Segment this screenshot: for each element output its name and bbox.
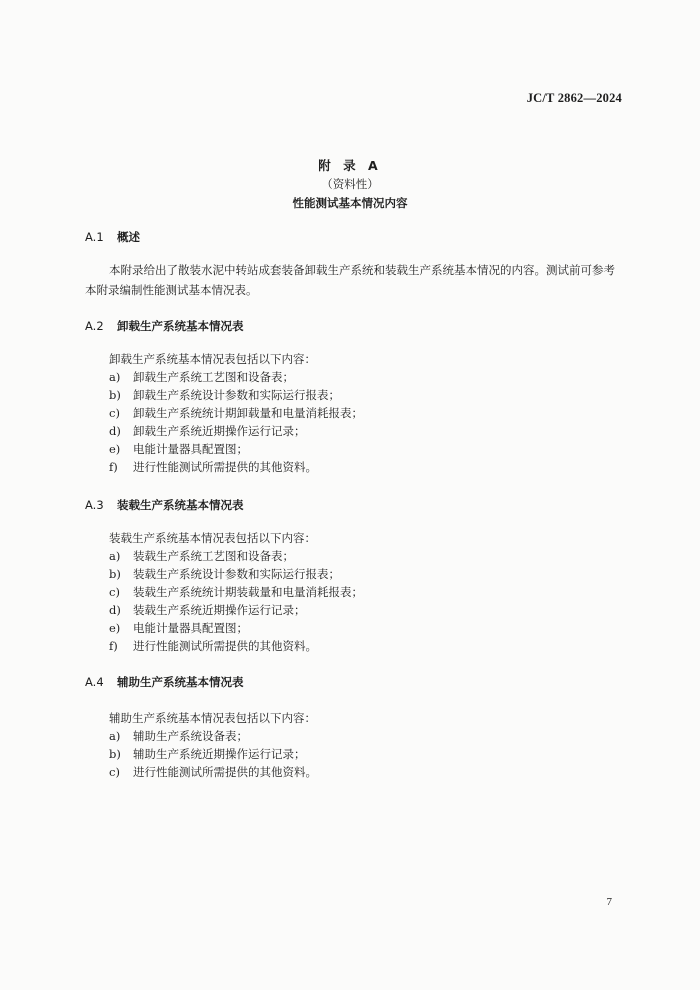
list-text: 装载生产系统设计参数和实际运行报表；: [133, 567, 340, 581]
list-marker: e): [109, 621, 121, 635]
section-number: A.1: [85, 230, 104, 244]
section-a4: [85, 673, 625, 781]
section-a2: [85, 317, 625, 476]
list-text: 进行性能测试所需提供的其他资料。: [133, 639, 317, 653]
list-text: 装载生产系统近期操作运行记录；: [133, 603, 306, 617]
list-item: [85, 368, 625, 386]
list-item: [85, 458, 625, 476]
list-item: [85, 440, 625, 458]
list-item: [85, 637, 625, 655]
list-item: [85, 763, 625, 781]
list-text: 卸载生产系统近期操作运行记录；: [133, 424, 306, 438]
section-number: A.2: [85, 319, 104, 333]
list-marker: c): [109, 765, 120, 779]
section-number: A.3: [85, 498, 104, 512]
section-title: 卸载生产系统基本情况表: [117, 319, 244, 333]
list-text: 辅助生产系统设备表；: [133, 729, 248, 743]
standard-number: JC/T 2862—2024: [526, 91, 622, 105]
section-heading: [85, 228, 625, 246]
list-item: [85, 404, 625, 422]
list-item: [85, 745, 625, 763]
section-intro: 辅助生产系统基本情况表包括以下内容：: [109, 711, 316, 725]
list-marker: d): [109, 603, 121, 617]
list-text: 卸载生产系统统计期卸载量和电量消耗报表；: [133, 406, 363, 420]
section-heading: [85, 673, 625, 691]
list-text: 电能计量器具配置图；: [133, 621, 248, 635]
section-paragraph: 本附录给出了散装水泥中转站成套装备卸载生产系统和装载生产系统基本情况的内容。测试前可参考本附录编制性能测试基本情况表。: [85, 263, 615, 297]
list-text: 进行性能测试所需提供的其他资料。: [133, 765, 317, 779]
section-heading: [85, 317, 625, 335]
list-item: [85, 565, 625, 583]
section-title: 概述: [117, 230, 140, 244]
list-item: [85, 619, 625, 637]
list-marker: c): [109, 585, 120, 599]
appendix-subtitle: 性能测试基本情况内容: [292, 196, 408, 210]
section-title: 装载生产系统基本情况表: [117, 498, 244, 512]
list-text: 卸载生产系统工艺图和设备表；: [133, 370, 294, 384]
list-marker: d): [109, 424, 121, 438]
list-text: 卸载生产系统设计参数和实际运行报表；: [133, 388, 340, 402]
list-marker: a): [109, 549, 121, 563]
list-text: 进行性能测试所需提供的其他资料。: [133, 460, 317, 474]
section-number: A.4: [85, 675, 104, 689]
list-text: 电能计量器具配置图；: [133, 442, 248, 456]
list-marker: f): [109, 639, 118, 653]
list-item: [85, 601, 625, 619]
list-marker: b): [109, 567, 121, 581]
page-number: 7: [606, 896, 612, 908]
appendix-heading: [0, 156, 700, 213]
section-a1: [85, 228, 625, 300]
section-title: 辅助生产系统基本情况表: [117, 675, 244, 689]
list-marker: c): [109, 406, 120, 420]
list-item: [85, 386, 625, 404]
list-marker: b): [109, 388, 121, 402]
list-text: 辅助生产系统近期操作运行记录；: [133, 747, 306, 761]
list-text: 装载生产系统工艺图和设备表；: [133, 549, 294, 563]
section-intro: 卸载生产系统基本情况表包括以下内容：: [109, 352, 316, 366]
section-a3: [85, 496, 625, 655]
section-intro: 装载生产系统基本情况表包括以下内容：: [109, 531, 316, 545]
list-text: 装载生产系统统计期装载量和电量消耗报表；: [133, 585, 363, 599]
list-item: [85, 547, 625, 565]
appendix-nature: （资料性）: [321, 177, 379, 191]
list-marker: b): [109, 747, 121, 761]
appendix-title: 附 录 A: [318, 158, 382, 173]
list-marker: f): [109, 460, 118, 474]
section-heading: [85, 496, 625, 514]
list-marker: e): [109, 442, 121, 456]
list-marker: a): [109, 729, 121, 743]
list-item: [85, 422, 625, 440]
list-item: [85, 583, 625, 601]
list-item: [85, 727, 625, 745]
list-marker: a): [109, 370, 121, 384]
